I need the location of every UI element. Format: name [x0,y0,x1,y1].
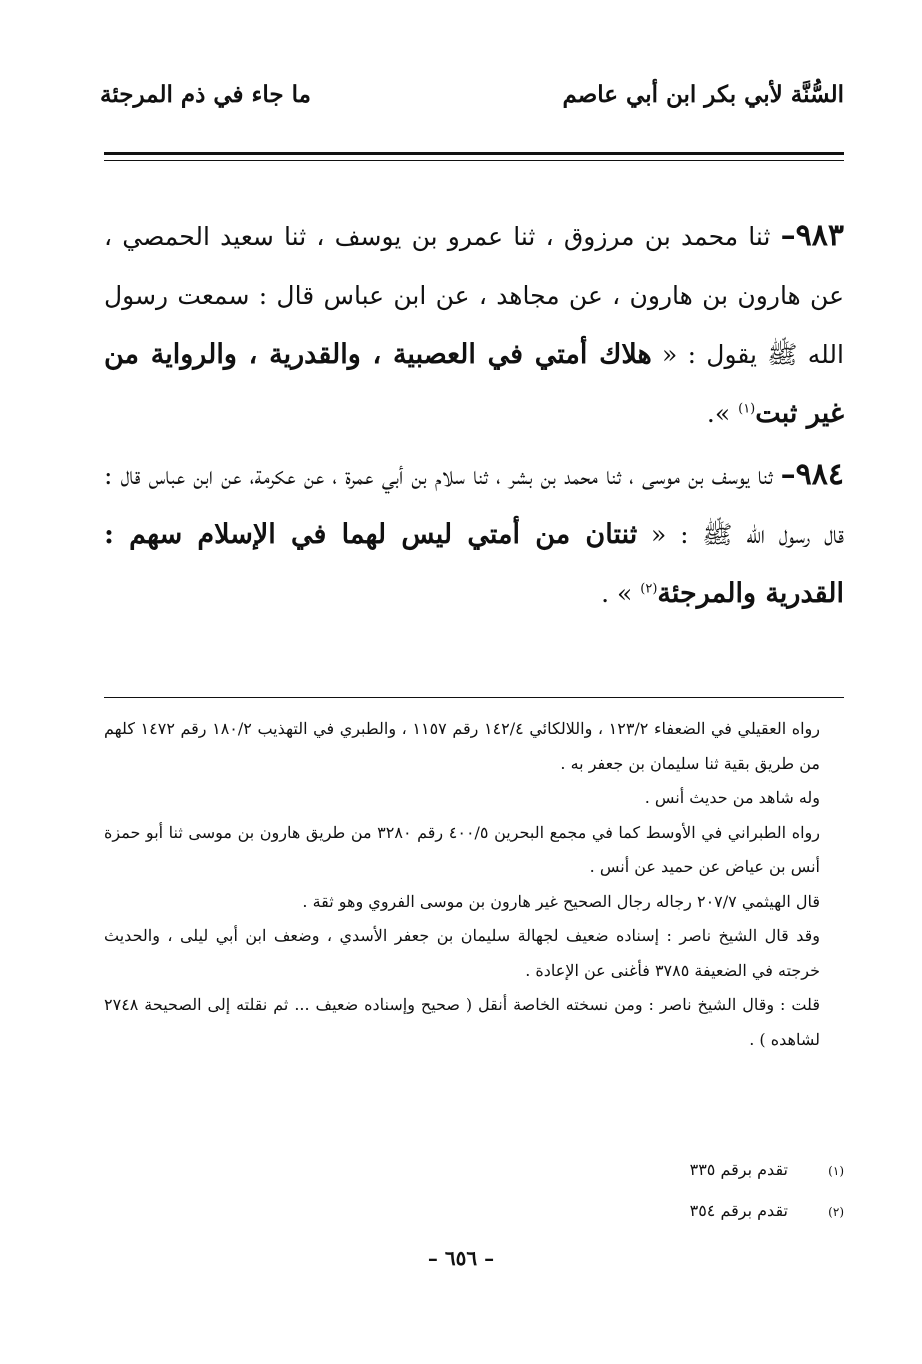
hadith-isnad: ثنا يوسف بن موسى ، ثنا محمد بن بشر ، ثنا سلام بن أبي عمرة ، عن عكرمة، عن ابن عباس قال : قال رسول الله ﷺ : « [104,461,844,549]
hadith-closing: » . [601,579,641,608]
page-number: – ٦٥٦ – [427,1246,495,1270]
note-paragraph: وله شاهد من حديث أنس . [644,788,820,807]
hadith-matn: هلاك أمتي في العصبية ، والقدرية ، والرواية من غير ثبت [104,339,844,429]
footnote-separator [104,697,844,698]
note-paragraph: رواه العقيلي في الضعفاء ١٢٣/٢ ، واللالكائي ١٤٢/٤ رقم ١١٥٧ ، والطبري في التهذيب ١٨٠/٢ رقم ١٤٧٢ كلهم من طريق بقية ثنا سليمان بن جعفر به . [104,719,820,773]
hadith-entry [104,445,844,623]
footnote-text: تقدم برقم ٣٣٥ [689,1160,788,1179]
footnote-number: (١) [828,1164,844,1178]
footnote-ref: (٢) [640,581,658,597]
footnote-text: تقدم برقم ٣٥٤ [689,1201,788,1220]
note-paragraph: قال الهيثمي ٢٠٧/٧ رجاله رجال الصحيح غير هارون بن موسى الفروي وهو ثقة . [302,891,820,911]
running-header [100,72,844,116]
note-paragraph: قلت : وقال الشيخ ناصر : ومن نسخته الخاصة أنقل ( صحيح وإسناده ضعيف ... ثم نقلته إلى الصحيحة ٢٧٤٨ لشاهده ) . [104,995,820,1049]
book-title: السُّنَّة لأبي بكر ابن أبي عاصم [562,80,844,108]
note-paragraph: وقد قال الشيخ ناصر : إسناده ضعيف لجهالة سليمان بن جعفر الأسدي ، وضعف ابن أبي ليلى ، والحديث خرجته في الضعيفة ٣٧٨٥ فأغنى عن الإعادة . [104,926,820,980]
hadith-number: ٩٨٣– [780,218,844,253]
note-paragraph: رواه الطبراني في الأوسط كما في مجمع البحرين ٤٠٠/٥ رقم ٣٢٨٠ من طريق هارون بن موسى ثنا أبو حمزة أنس بن عياض عن حميد عن أنس . [104,822,820,876]
footnote [104,1150,844,1191]
hadith-isnad: ثنا محمد بن مرزوق ، ثنا عمرو بن يوسف ، ثنا سعيد الحمصي ، عن هارون بن هارون ، عن مجاهد ، عن ابن عباس قال : سمعت رسول الله ﷺ يقول : « [104,222,844,369]
hadith-number: ٩٨٤– [780,457,844,492]
footnote [104,1191,844,1232]
header-rule-thin [104,160,844,161]
footnotes [104,1150,844,1232]
hadith-entry [104,206,844,443]
header-rule-thick [104,152,844,155]
footnote-number: (٢) [828,1205,844,1219]
commentary-notes [104,712,844,1057]
chapter-title: ما جاء في ذم المرجئة [100,80,311,108]
hadith-closing: ». [706,399,739,428]
main-text [104,206,844,623]
footnote-ref: (١) [738,401,756,417]
hadith-matn: ثنتان من أمتي ليس لهما في الإسلام سهم : القدرية والمرجئة [104,519,844,609]
